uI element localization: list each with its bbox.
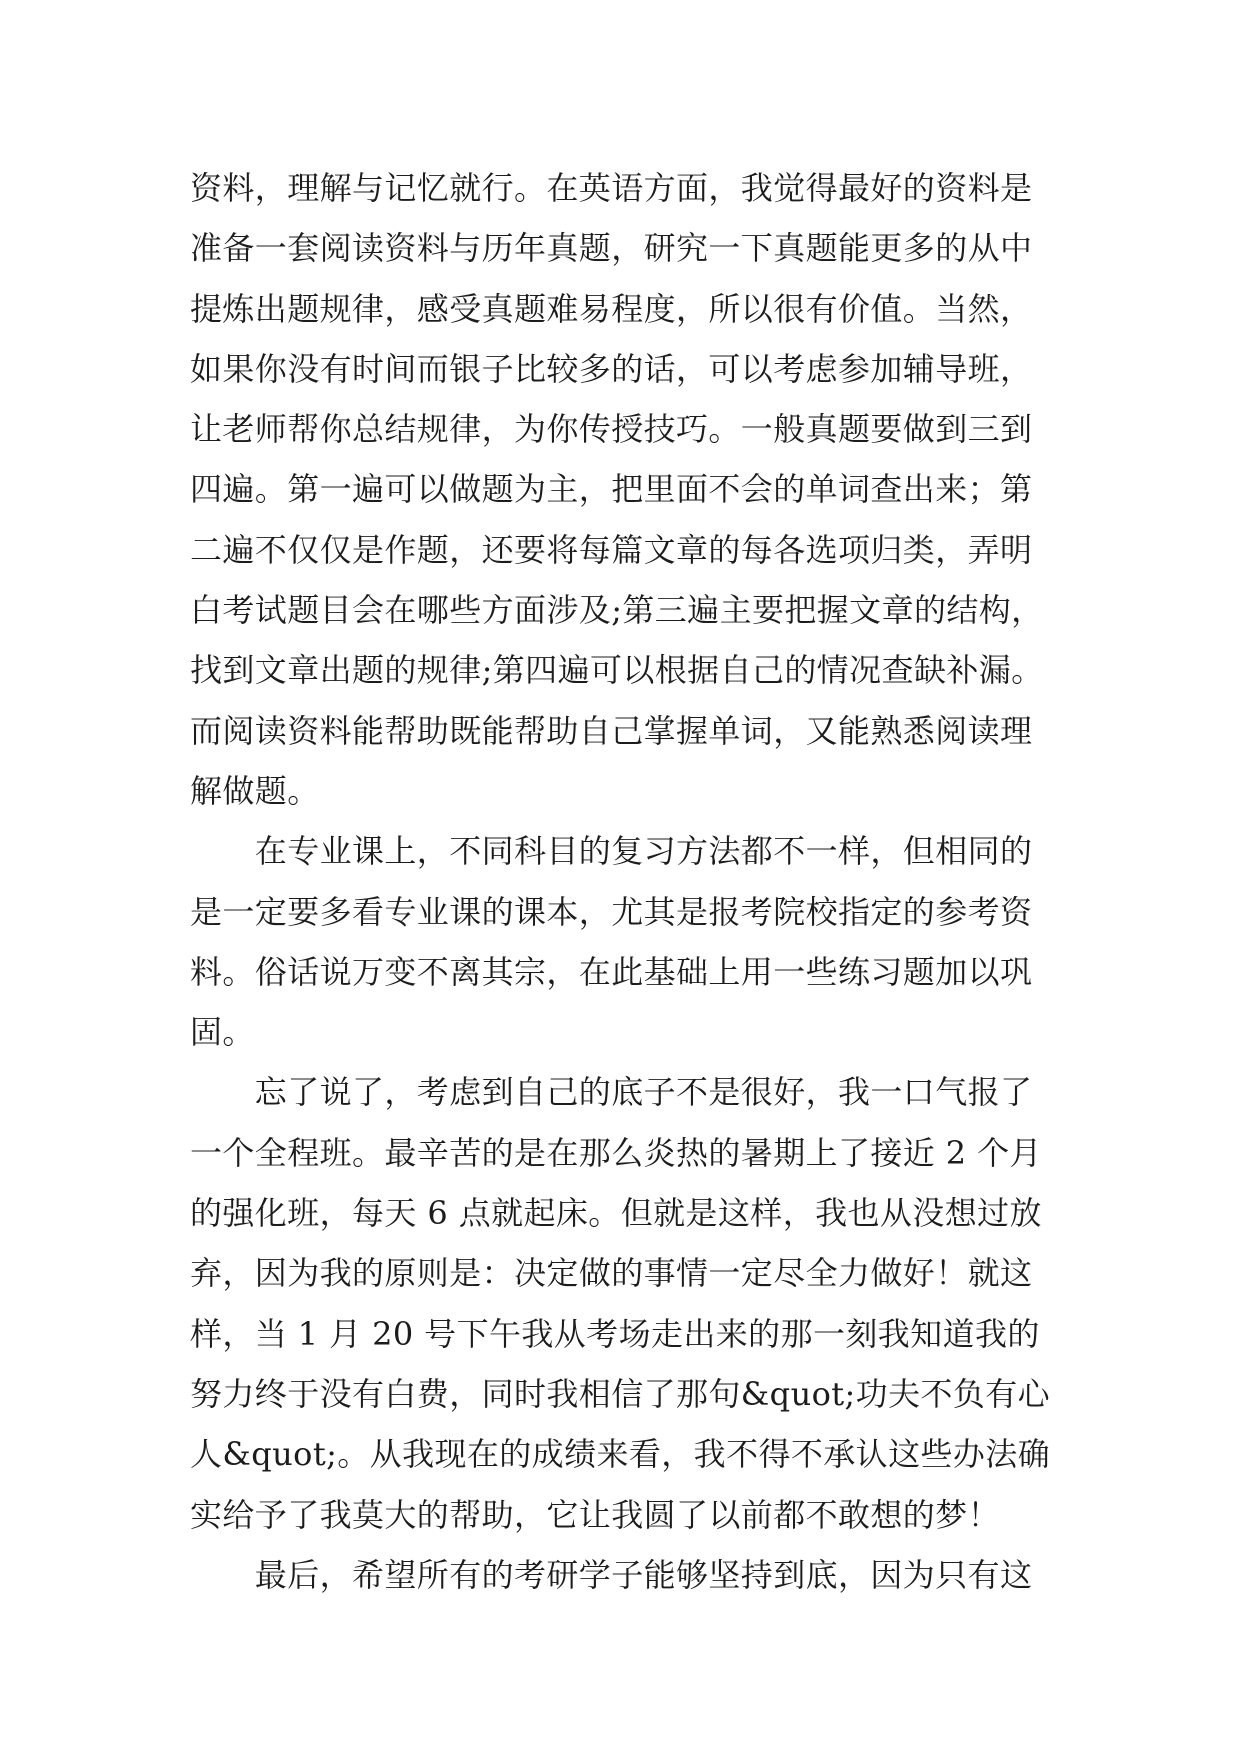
text-line: 努力终于没有白费，同时我相信了那句&quot;功夫不负有心 bbox=[190, 1374, 1051, 1413]
text-line: 让老师帮你总结规律，为你传授技巧。一般真题要做到三到 bbox=[190, 410, 1033, 449]
document-body bbox=[190, 158, 1070, 1605]
text-line: 提炼出题规律，感受真题难易程度，所以很有价值。当然， bbox=[190, 289, 1033, 328]
text-line: 样，当 1 月 20 号下午我从考场走出来的那一刻我知道我的 bbox=[190, 1314, 1040, 1353]
text-line: 找到文章出题的规律;第四遍可以根据自己的情况查缺补漏。 bbox=[190, 651, 1044, 690]
text-line: 如果你没有时间而银子比较多的话，可以考虑参加辅导班， bbox=[190, 349, 1033, 388]
text-line: 二遍不仅仅是作题，还要将每篇文章的每各选项归类，弄明 bbox=[190, 530, 1033, 569]
text-line: 在专业课上，不同科目的复习方法都不一样，但相同的 bbox=[190, 832, 1033, 871]
text-line: 的强化班，每天 6 点就起床。但就是这样，我也从没想过放 bbox=[190, 1194, 1042, 1233]
text-line: 而阅读资料能帮助既能帮助自己掌握单词，又能熟悉阅读理 bbox=[190, 711, 1033, 750]
text-line: 白考试题目会在哪些方面涉及;第三遍主要把握文章的结构， bbox=[190, 591, 1044, 630]
text-line: 实给予了我莫大的帮助，它让我圆了以前都不敢想的梦！ bbox=[190, 1495, 1001, 1534]
text-line: 资料，理解与记忆就行。在英语方面，我觉得最好的资料是 bbox=[190, 169, 1033, 207]
text-line: 忘了说了，考虑到自己的底子不是很好，我一口气报了 bbox=[190, 1073, 1033, 1112]
text-line: 解做题。 bbox=[190, 771, 320, 810]
text-line: 是一定要多看专业课的课本，尤其是报考院校指定的参考资 bbox=[190, 892, 1033, 931]
text-line: 弃，因为我的原则是：决定做的事情一定尽全力做好！就这 bbox=[190, 1254, 1033, 1293]
text-line: 固。 bbox=[190, 1013, 255, 1052]
text-line: 人&quot;。从我现在的成绩来看，我不得不承认这些办法确 bbox=[190, 1435, 1051, 1474]
text-line: 四遍。第一遍可以做题为主，把里面不会的单词查出来；第 bbox=[190, 470, 1033, 509]
text-line: 最后，希望所有的考研学子能够坚持到底，因为只有这 bbox=[190, 1555, 1033, 1594]
text-line: 料。俗话说万变不离其宗，在此基础上用一些练习题加以巩 bbox=[190, 952, 1033, 991]
text-line: 一个全程班。最辛苦的是在那么炎热的暑期上了接近 2 个月 bbox=[190, 1133, 1042, 1172]
text-line: 准备一套阅读资料与历年真题，研究一下真题能更多的从中 bbox=[190, 229, 1033, 268]
